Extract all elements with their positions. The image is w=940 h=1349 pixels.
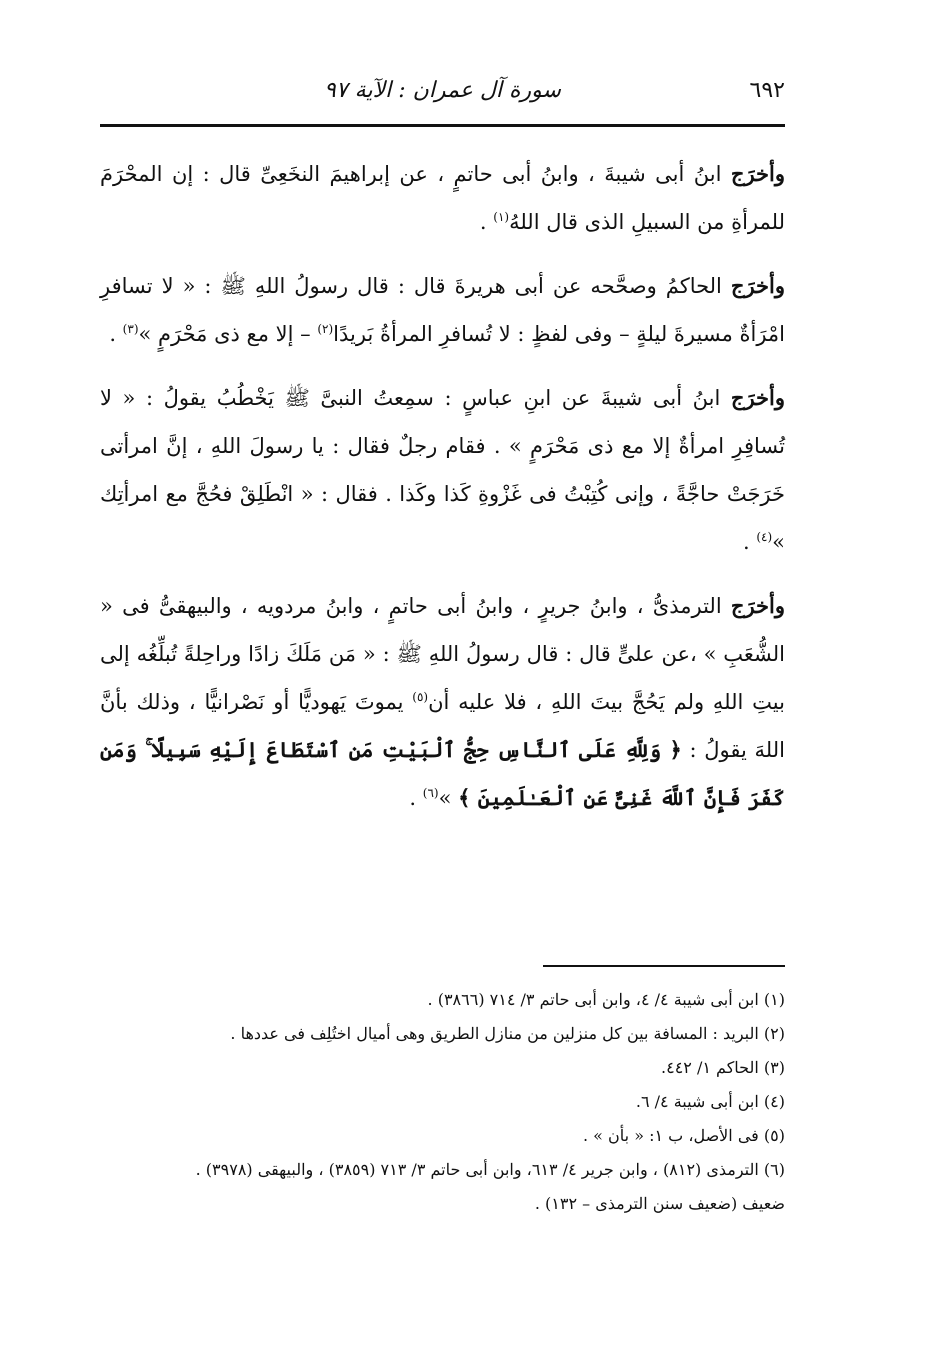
paragraph-tail: . xyxy=(409,786,423,810)
footnote-5: (٥) فى الأصل، ب ١: « بأن » . xyxy=(583,1126,785,1145)
footnote-6-continued: ضعيف (ضعيف سنن الترمذى – ١٣٢) . xyxy=(534,1194,785,1213)
paragraph-tail: » xyxy=(438,786,459,810)
footnote-ref: (١) xyxy=(493,210,510,224)
paragraph-text: ابنُ أبى شيبةَ عن ابنِ عباسٍ : سمِعتُ النبىَّ ﷺ يَخْطُبُ يقولُ : « لا تُسافِرِ امرأةٌ إلا مع ذى مَحْرَمٍ » . فقام رجلٌ فقال : يا رسولَ اللهِ ، إنَّ امرأتى خَرَجَتْ حاجَّةً ، وإنى كُتِبْتُ فى غَزْوةِ كَذا وكَذا . فقال : « انْطَلِقْ فحُجَّ مع امرأتِك » xyxy=(100,386,785,554)
footnote-ref: (٤) xyxy=(756,530,773,544)
paragraph-tail: يموتَ يَهوديًّا أو نَصْرانيًّا ، وذلك بأنَّ اللهَ يقولُ : xyxy=(100,690,785,762)
footnote-3: (٣) الحاكم ١/ ٤٤٢. xyxy=(661,1058,785,1077)
paragraph-2 xyxy=(100,262,785,358)
paragraph-lead: وأخرَج xyxy=(730,385,785,410)
footnote-ref: (٦) xyxy=(422,786,439,800)
header-rule xyxy=(100,124,785,127)
paragraph-tail: – إلا مع ذى مَحْرَمٍ » xyxy=(138,322,318,346)
paragraph-tail: . xyxy=(742,530,757,554)
footnote-1: (١) ابن أبى شيبة ٤/ ٤، وابن أبى حاتم ٣/ ٧١٤ (٣٨٦٦) . xyxy=(427,990,785,1009)
paragraph-1 xyxy=(100,150,785,246)
paragraph-text: ابنُ أبى شيبةَ ، وابنُ أبى حاتمٍ ، عن إبراهيمَ النخَعِىِّ قال : إن المحْرَمَ للمرأةِ من السبيلِ الذى قال اللهُ xyxy=(100,162,785,234)
running-title: سورة آل عمران : الآية ٩٧ xyxy=(324,78,561,103)
footnote-ref: (٣) xyxy=(122,322,139,336)
paragraph-4 xyxy=(100,582,785,822)
footnote-2: (٢) البريد : المسافة بين كل منزلين من منازل الطريق وهى أميال اختُلِف فى عددها . xyxy=(230,1024,785,1043)
page-header xyxy=(100,78,785,118)
footnote-rule xyxy=(543,965,785,967)
paragraph-tail: . xyxy=(479,210,494,234)
quran-verse: ﴿ وَلِلَّهِ عَلَى ٱلنَّاسِ حِجُّ ٱلْبَيْتِ مَنِ ٱسْتَطَاعَ إِلَيْهِ سَبِيلًا ۚ وَمَن كَفَرَ فَإِنَّ ٱللَّهَ غَنِىٌّ عَنِ ٱلْعَـٰلَمِينَ ﴾ xyxy=(100,737,785,810)
paragraph-lead: وأخرَج xyxy=(730,273,785,298)
footnote-4: (٤) ابن أبى شيبة ٤/ ٦. xyxy=(635,1092,785,1111)
paragraph-text: الترمذىُّ ، وابنُ جريرٍ ، وابنُ أبى حاتمٍ ، وابنُ مردويه ، والبيهقىُّ فى « الشُّعَبِ » ،عن علىٍّ قال : قال رسولُ اللهِ ﷺ : « مَن مَلَكَ زادًا وراحِلةً تُبلِّغُه إلى بيتِ اللهِ ولم يَحُجَّ بيتَ اللهِ ، فلا عليه أن xyxy=(100,594,785,714)
paragraph-text: الحاكمُ وصحَّحه عن أبى هريرةَ قال : قال رسولُ اللهِ ﷺ : « لا تسافرِ امْرَأةٌ مسيرةَ ليلةٍ – وفى لفظٍ : لا تُسافرِ المرأةُ بَريدًا xyxy=(100,274,785,346)
footnote-ref: (٥) xyxy=(412,690,429,704)
paragraph-3 xyxy=(100,374,785,566)
paragraph-lead: وأخرَج xyxy=(730,593,785,618)
page-number: ٦٩٢ xyxy=(749,78,785,103)
paragraph-lead: وأخرَج xyxy=(730,161,785,186)
footnotes xyxy=(100,983,785,1221)
footnote-ref: (٢) xyxy=(317,322,334,336)
paragraph-tail: . xyxy=(109,322,123,346)
main-text xyxy=(100,150,785,838)
footnote-6: (٦) الترمذى (٨١٢) ، وابن جرير ٤/ ٦١٣، وابن أبى حاتم ٣/ ٧١٣ (٣٨٥٩) ، والبيهقى (٣٩٧٨) . xyxy=(195,1160,785,1179)
